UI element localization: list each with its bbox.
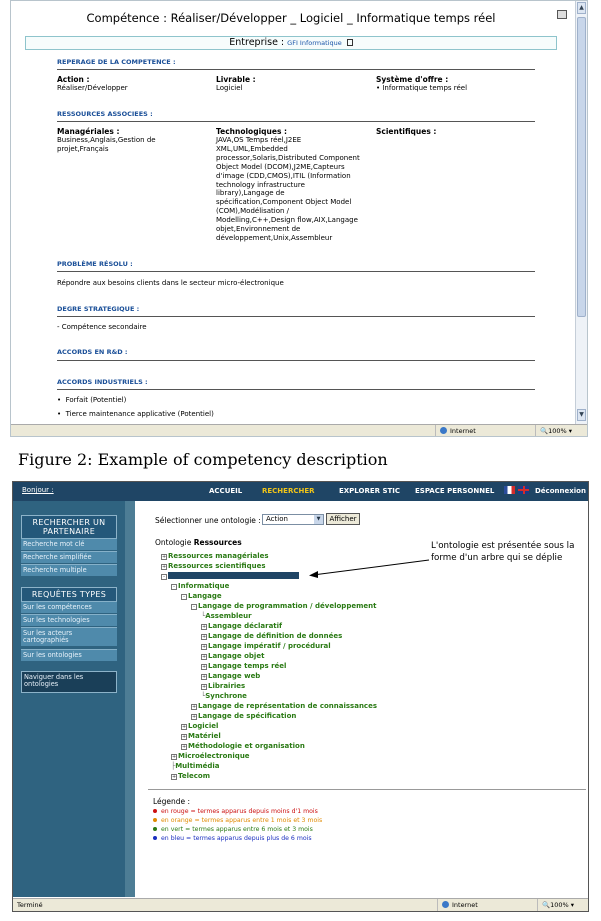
tree-node[interactable]: + Langage temps réel bbox=[202, 662, 287, 670]
tree-node[interactable]: + Langage objet bbox=[202, 652, 265, 660]
section-accords-industriels: ACCORDS INDUSTRIELS : bbox=[57, 378, 148, 386]
entreprise-box bbox=[25, 36, 557, 50]
expand-icon[interactable]: + bbox=[202, 624, 207, 630]
sidebar-heading-requetes: REQUÊTES TYPES bbox=[21, 587, 117, 602]
divider bbox=[57, 271, 535, 272]
accord-item: • Forfait (Potentiel) bbox=[57, 396, 127, 404]
tree-node[interactable]: ├Multimédia bbox=[171, 762, 220, 770]
divider bbox=[57, 121, 535, 122]
sidebar-item-technologies[interactable]: Sur les technologies bbox=[21, 614, 117, 626]
collapse-icon[interactable]: - bbox=[171, 584, 177, 590]
sidebar-heading-rechercher: RECHERCHER UN PARTENAIRE bbox=[21, 515, 117, 539]
ontology-screenshot bbox=[12, 481, 589, 912]
tree-node[interactable]: + Langage de définition de données bbox=[202, 632, 343, 640]
scientifiques-label: Scientifiques : bbox=[376, 127, 437, 136]
action-label: Action : bbox=[57, 75, 90, 84]
tree-node[interactable]: + Microélectronique bbox=[172, 752, 250, 760]
manageriales-value: Business,Anglais,Gestion de projet,Français bbox=[57, 136, 156, 153]
entreprise-label: Entreprise : bbox=[229, 37, 285, 48]
afficher-button[interactable]: Afficher bbox=[326, 513, 360, 525]
expand-icon[interactable]: + bbox=[202, 664, 207, 670]
tree-node[interactable]: + Langage web bbox=[202, 672, 261, 680]
zoom-indicator[interactable]: 🔍100% ▾ bbox=[537, 899, 588, 911]
sidebar-divider bbox=[125, 501, 135, 897]
select-ontology-label: Sélectionner une ontologie : bbox=[155, 516, 261, 525]
probleme-value: Répondre aux besoins clients dans le secteur micro-électronique bbox=[57, 279, 284, 287]
expand-icon[interactable]: + bbox=[182, 744, 187, 750]
tree-node[interactable]: + Méthodologie et organisation bbox=[182, 742, 305, 750]
tree-node[interactable]: + Langage impératif / procédural bbox=[202, 642, 331, 650]
chevron-down-icon[interactable]: ▼ bbox=[314, 515, 323, 524]
zone-indicator: Internet bbox=[437, 899, 537, 911]
technologiques-value: JAVA,OS Temps réel,J2EE XML,UML,Embedded processor,Solaris,Distributed Component Object Model (DCOM),J2ME,Capteurs d'image (CDD,CMOS),ITIL (Information technology infrastructure library),Langage de spécification,Component Object Model (COM),Modélisation / Modelling,C++,Design flow,AIX,Langage objet,Environnement de développement,Unix,Assembleur bbox=[216, 136, 360, 242]
french-flag-icon[interactable] bbox=[504, 486, 515, 494]
tree-node[interactable]: + Matériel bbox=[182, 732, 221, 740]
legend-divider bbox=[148, 789, 586, 790]
section-ressources: RESSOURCES ASSOCIEES : bbox=[57, 110, 153, 118]
collapse-icon[interactable]: - bbox=[161, 574, 167, 580]
tree-node[interactable]: - Informatique bbox=[171, 582, 229, 590]
document-icon[interactable] bbox=[347, 39, 353, 46]
tree-node[interactable]: + Librairies bbox=[202, 682, 246, 690]
entreprise-link[interactable]: GFI Informatique bbox=[287, 39, 342, 47]
sidebar-item-naviguer[interactable]: Naviguer dans les ontologies bbox=[21, 671, 117, 693]
legend-item-green: en vert = termes apparus entre 6 mois et 3 mois bbox=[153, 826, 313, 833]
status-bar bbox=[11, 424, 587, 437]
tree-node[interactable]: + Ressources managériales bbox=[162, 552, 269, 560]
nav-espace-personnel[interactable]: ESPACE PERSONNEL bbox=[415, 487, 495, 495]
action-value: Réaliser/Développer bbox=[57, 84, 128, 92]
divider bbox=[57, 69, 535, 70]
expand-icon[interactable]: + bbox=[202, 674, 207, 680]
globe-icon bbox=[440, 427, 447, 434]
zone-indicator: Internet bbox=[435, 425, 535, 437]
technologiques-label: Technologiques : bbox=[216, 127, 288, 136]
legend-item-orange: en orange = termes apparus entre 1 mois et 3 mois bbox=[153, 817, 322, 824]
sidebar-item-acteurs[interactable]: Sur les acteurs cartographiés bbox=[21, 627, 117, 646]
page-title: Compétence : Réaliser/Développer _ Logiciel _ Informatique temps réel bbox=[86, 11, 496, 25]
tree-node-selected[interactable] bbox=[161, 572, 299, 580]
status-bar bbox=[13, 898, 588, 911]
sidebar-item-recherche-mot-cle[interactable]: Recherche mot clé bbox=[21, 538, 117, 550]
section-degre: DEGRE STRATEGIQUE : bbox=[57, 305, 140, 313]
expand-icon[interactable]: + bbox=[182, 724, 187, 730]
expand-icon[interactable]: + bbox=[162, 564, 167, 570]
print-icon[interactable] bbox=[557, 10, 567, 19]
uk-flag-icon[interactable] bbox=[518, 486, 529, 494]
scroll-thumb[interactable] bbox=[577, 17, 586, 317]
divider bbox=[57, 389, 535, 390]
nav-accueil[interactable]: ACCUEIL bbox=[209, 487, 243, 495]
expand-icon[interactable]: + bbox=[172, 774, 177, 780]
vertical-scrollbar[interactable] bbox=[575, 1, 587, 424]
livrable-value: Logiciel bbox=[216, 84, 243, 92]
divider bbox=[57, 360, 535, 361]
expand-icon[interactable]: + bbox=[192, 714, 197, 720]
status-text: Terminé bbox=[17, 901, 43, 909]
tree-node[interactable]: + Langage déclaratif bbox=[202, 622, 283, 630]
section-reperage: REPERAGE DE LA COMPETENCE : bbox=[57, 58, 176, 66]
sidebar-item-recherche-multiple[interactable]: Recherche multiple bbox=[21, 564, 117, 576]
section-probleme: PROBLÈME RÉSOLU : bbox=[57, 260, 133, 268]
tree-node[interactable]: + Telecom bbox=[172, 772, 210, 780]
tree-node[interactable]: + Logiciel bbox=[182, 722, 219, 730]
callout-text: L'ontologie est présentée sous la forme d'un arbre qui se déplie bbox=[431, 541, 575, 563]
tree-node[interactable]: + Ressources scientifiques bbox=[162, 562, 266, 570]
systeme-label: Système d'offre : bbox=[376, 75, 449, 84]
globe-icon bbox=[442, 901, 449, 908]
livrable-label: Livrable : bbox=[216, 75, 256, 84]
expand-icon[interactable]: + bbox=[202, 684, 207, 690]
tree-node[interactable]: └Synchrone bbox=[201, 692, 247, 700]
collapse-icon[interactable]: - bbox=[181, 594, 187, 600]
sidebar-item-ontologies[interactable]: Sur les ontologies bbox=[21, 649, 117, 661]
magnifier-icon: 🔍 bbox=[540, 427, 549, 435]
section-accords-rd: ACCORDS EN R&D : bbox=[57, 348, 128, 356]
sidebar-item-competences[interactable]: Sur les compétences bbox=[21, 601, 117, 613]
legend-item-red: en rouge = termes apparus depuis moins d'1 mois bbox=[153, 808, 318, 815]
nav-rechercher[interactable]: RECHERCHER bbox=[262, 487, 315, 495]
collapse-icon[interactable]: - bbox=[191, 604, 197, 610]
scroll-up-icon[interactable]: ▲ bbox=[577, 2, 586, 14]
nav-explorer-stic[interactable]: EXPLORER STIC bbox=[339, 487, 401, 495]
figure-caption: Figure 2: Example of competency description bbox=[18, 450, 388, 469]
sidebar bbox=[13, 501, 125, 897]
nav-deconnexion[interactable]: Déconnexion bbox=[535, 487, 586, 495]
expand-icon[interactable]: + bbox=[162, 554, 167, 560]
expand-icon[interactable]: + bbox=[172, 754, 177, 760]
sidebar-item-recherche-simplifiee[interactable]: Recherche simplifiée bbox=[21, 551, 117, 563]
degre-value: - Compétence secondaire bbox=[57, 323, 147, 331]
tree-node[interactable]: └Assembleur bbox=[201, 612, 252, 620]
legend-item-blue: en bleu = termes apparus depuis plus de 6 mois bbox=[153, 835, 312, 842]
selected-node-highlight bbox=[168, 572, 299, 579]
callout-arrow bbox=[305, 556, 435, 581]
legend-title: Légende : bbox=[153, 797, 191, 806]
tree-node[interactable]: - Langage bbox=[181, 592, 222, 600]
ontology-title: Ontologie Ressources bbox=[155, 538, 242, 547]
main-content bbox=[135, 501, 588, 897]
bonjour-link[interactable]: Bonjour : bbox=[22, 486, 54, 494]
tree-node[interactable]: - Langage de programmation / développement bbox=[191, 602, 376, 610]
zoom-indicator[interactable]: 🔍100% ▾ bbox=[535, 425, 587, 437]
manageriales-label: Managériales : bbox=[57, 127, 120, 136]
accord-item: • Tierce maintenance applicative (Potentiel) bbox=[57, 410, 214, 418]
tree-node[interactable]: + Langage de spécification bbox=[192, 712, 297, 720]
expand-icon[interactable]: + bbox=[202, 654, 207, 660]
expand-icon[interactable]: + bbox=[202, 644, 207, 650]
divider bbox=[57, 316, 535, 317]
competency-screenshot bbox=[10, 0, 588, 437]
expand-icon[interactable]: + bbox=[182, 734, 187, 740]
expand-icon[interactable]: + bbox=[192, 704, 197, 710]
ontology-select[interactable]: Action ▼ bbox=[262, 514, 324, 525]
tree-node[interactable]: + Langage de représentation de connaissances bbox=[192, 702, 377, 710]
expand-icon[interactable]: + bbox=[202, 634, 207, 640]
top-nav bbox=[13, 482, 588, 501]
scroll-down-icon[interactable]: ▼ bbox=[577, 409, 586, 421]
systeme-item: • Informatique temps réel bbox=[376, 84, 468, 92]
magnifier-icon: 🔍 bbox=[542, 901, 551, 909]
